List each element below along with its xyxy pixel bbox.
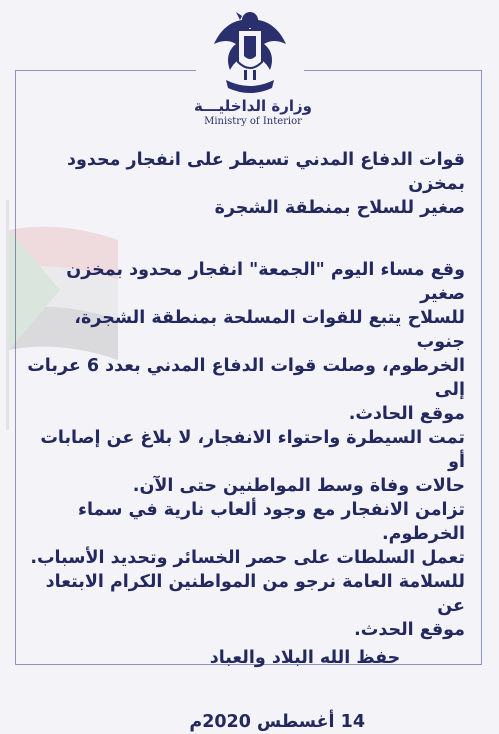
body-line: تعمل السلطات على حصر الخسائر وتحديد الأسباب. <box>30 548 465 568</box>
ministry-name-english: Ministry of Interior <box>204 116 302 127</box>
secretary-bird-emblem-icon <box>196 0 304 100</box>
body-line: موقع الحادث. <box>348 404 465 424</box>
body-line: للسلامة العامة نرجو من المواطنين الكرام الابتعاد عن <box>45 572 465 616</box>
headline-line: صغير للسلاح بمنطقة الشجرة <box>214 198 465 218</box>
body-line: تمت السيطرة واحتواء الانفجار، لا بلاغ عن إصابات أو <box>40 428 465 472</box>
body-line: حالات وفاة وسط المواطنين حتى الآن. <box>132 476 465 496</box>
ministry-emblem <box>196 0 304 108</box>
headline-line: قوات الدفاع المدني تسيطر على انفجار محدود بمخزن <box>66 150 465 194</box>
body-line: الخرطوم، وصلت قوات الدفاع المدني بعدد 6 عربات إلى <box>27 356 465 400</box>
ministry-name-arabic: وزارة الداخليـــة <box>194 97 312 115</box>
statement-body <box>25 258 465 642</box>
statement-content <box>25 148 465 734</box>
statement-date: 14 أغسطس 2020م <box>189 712 365 732</box>
statement-headline <box>25 148 465 220</box>
body-line: وقع مساء اليوم "الجمعة" انفجار محدود بمخزن صغير <box>66 260 465 304</box>
body-line: موقع الحدث. <box>354 620 465 640</box>
ministry-name-block <box>192 96 314 132</box>
body-line: تزامن الانفجار مع وجود ألعاب نارية في سماء الخرطوم. <box>78 500 465 544</box>
body-line: للسلاح يتبع للقوات المسلحة بمنطقة الشجرة، جنوب <box>74 308 465 352</box>
closing-blessing: حفظ الله البلاد والعباد <box>209 648 401 668</box>
